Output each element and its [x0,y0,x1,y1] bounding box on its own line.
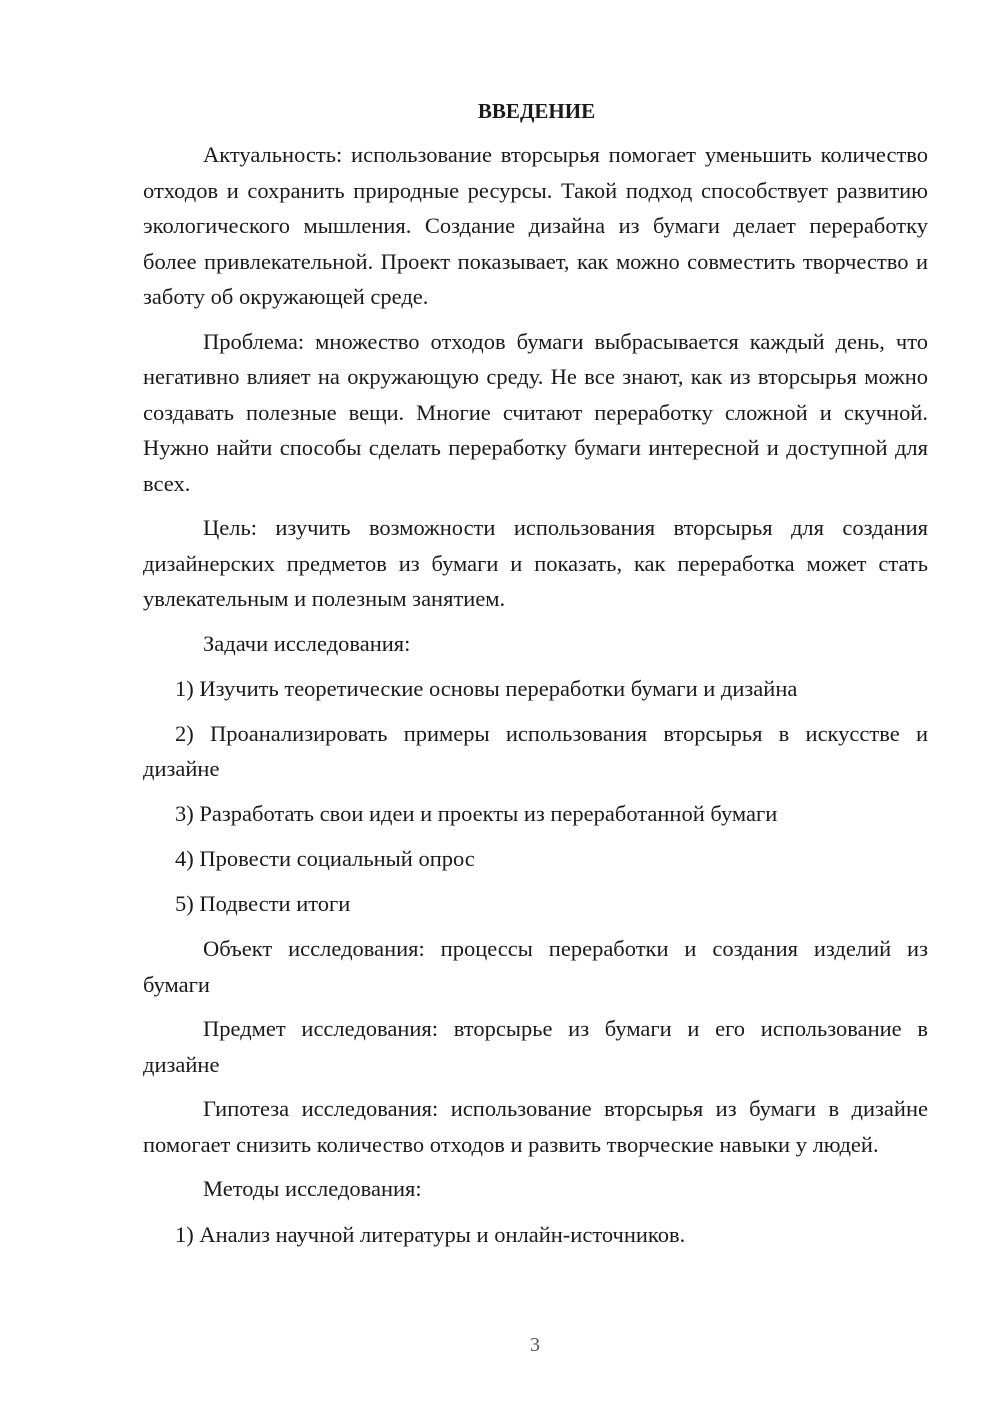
task-item: 2) Проанализировать примеры использования вторсырья в искусстве и дизайне [143,721,928,781]
problem-paragraph: Проблема: множество отходов бумаги выбрасывается каждый день, что негативно влияет на окружающую среду. Не все знают, как из вторсырья можно создавать полезные вещи. Многие считают переработку сложной и скучной. Нужно найти способы сделать переработку бумаги интересной и доступной для всех. [143,328,928,496]
goal-paragraph: Цель: изучить возможности использования вторсырья для создания дизайнерских предметов из бумаги и показать, как переработка может стать увлекательным и полезным занятием. [143,515,928,611]
task-item: 5) Подвести итоги [175,891,351,916]
method-item: 1) Анализ научной литературы и онлайн-источников. [175,1221,686,1247]
object-paragraph: Объект исследования: процессы переработки и создания изделий из бумаги [143,936,928,997]
page-content [143,96,928,1262]
section-heading: ВВЕДЕНИЕ [477,99,596,123]
subject-paragraph: Предмет исследования: вторсырье из бумаги и его использование в дизайне [143,1016,928,1077]
task-item: 4) Провести социальный опрос [175,846,475,871]
tasks-heading: Задачи исследования: [203,630,411,656]
relevance-paragraph: Актуальность: использование вторсырья помогает уменьшить количество отходов и сохранить природные ресурсы. Такой подход способствует развитию экологического мышления. Создание дизайна из бумаги делает переработку более привлекательной. Проект показывает, как можно совместить творчество и заботу об окружающей среде. [143,142,928,309]
methods-heading: Методы исследования: [203,1176,422,1201]
task-item: 1) Изучить теоретические основы переработки бумаги и дизайна [175,676,798,701]
task-item: 3) Разработать свои идеи и проекты из переработанной бумаги [175,801,778,826]
hypothesis-paragraph: Гипотеза исследования: использование вторсырья из бумаги в дизайне помогает снизить количество отходов и развить творческие навыки у людей. [143,1096,928,1157]
page-number: 3 [530,1334,540,1356]
